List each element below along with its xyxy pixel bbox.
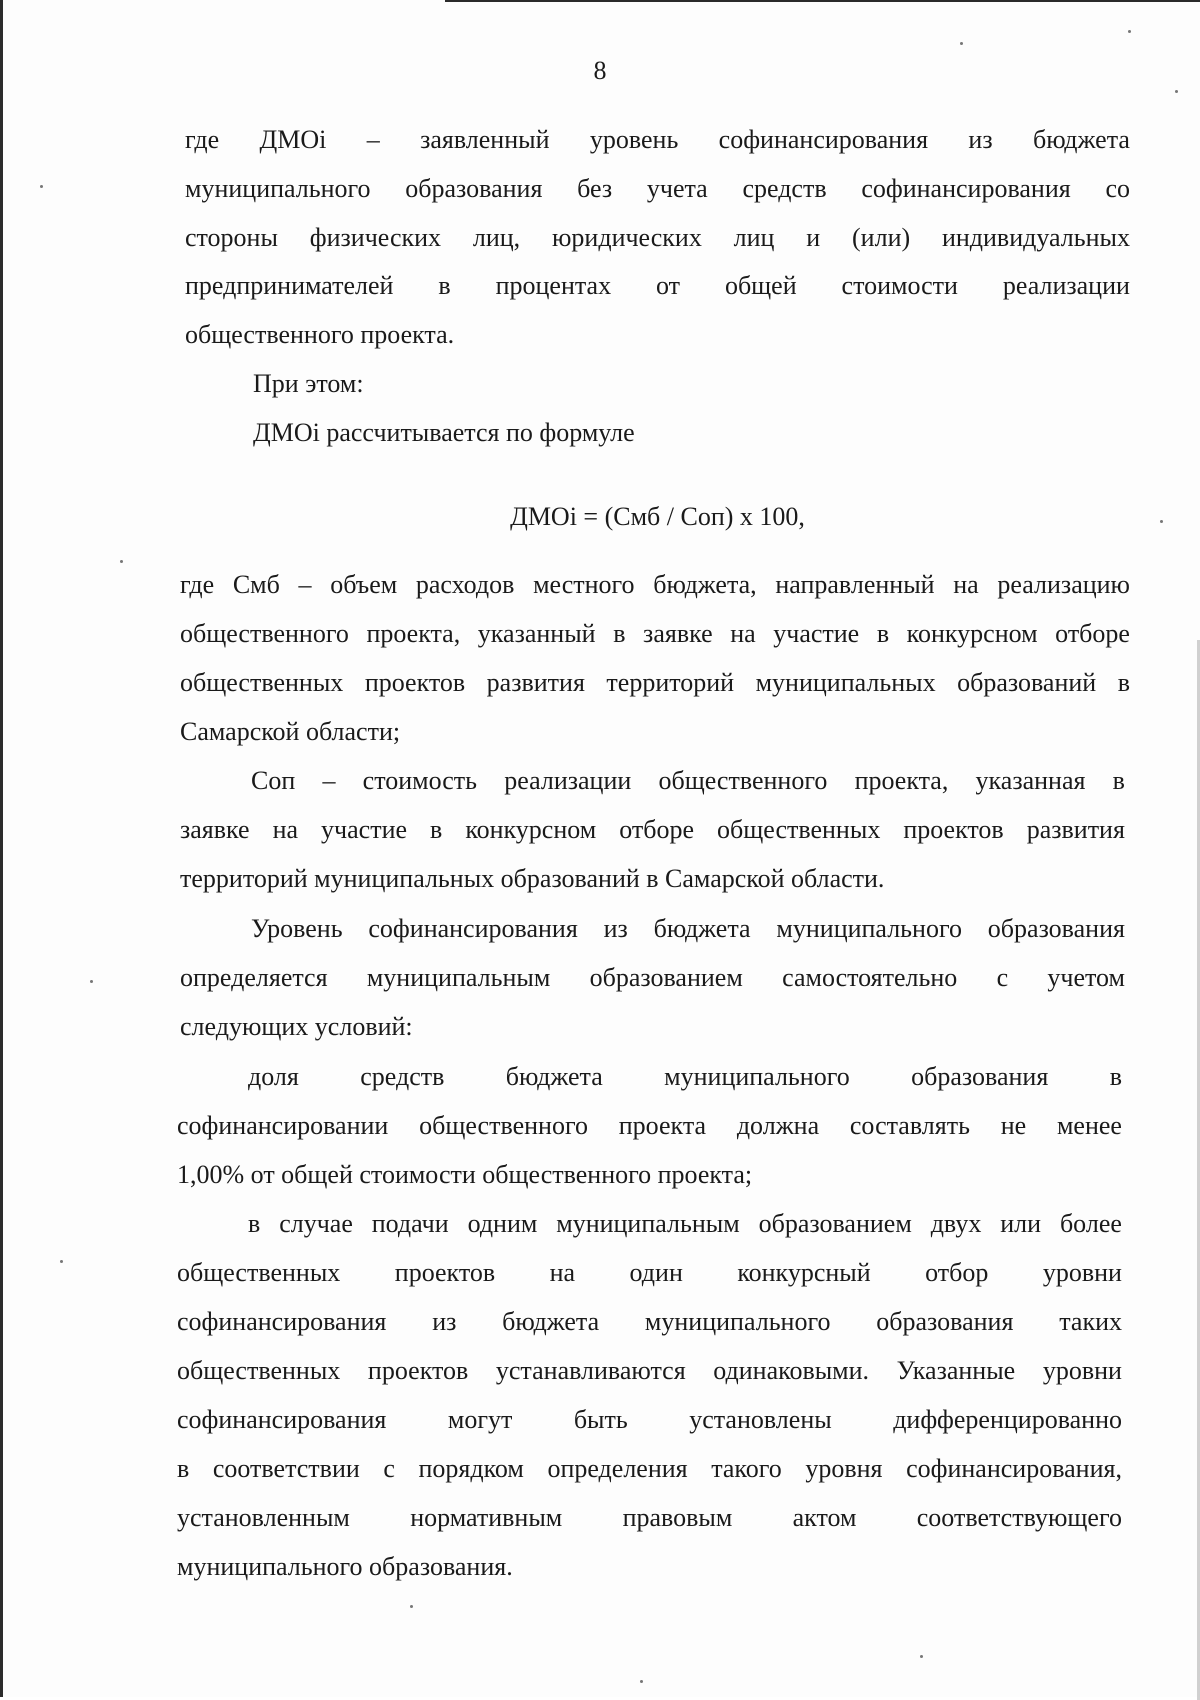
word: участие bbox=[321, 815, 408, 844]
word: расходов bbox=[415, 570, 515, 599]
word: одинаковыми. bbox=[713, 1356, 870, 1385]
word: менее bbox=[1056, 1111, 1122, 1140]
word: доля bbox=[248, 1062, 299, 1091]
word: в bbox=[876, 619, 890, 648]
word: в bbox=[248, 1209, 261, 1238]
word: где bbox=[185, 125, 220, 154]
word: отборе bbox=[619, 815, 695, 844]
word: стороны bbox=[185, 223, 278, 252]
word: реализацию bbox=[997, 570, 1130, 599]
word: должна bbox=[736, 1111, 820, 1140]
word: на bbox=[549, 1258, 576, 1287]
word: актом bbox=[792, 1503, 857, 1532]
dmo-intro-text: ДМОi рассчитывается по формуле bbox=[253, 418, 635, 447]
word: бюджета bbox=[653, 914, 751, 943]
word: бюджета bbox=[1032, 125, 1130, 154]
word: проекта bbox=[618, 1111, 707, 1140]
word: в bbox=[177, 1454, 190, 1483]
word: установлены bbox=[689, 1405, 832, 1434]
word: софинансирования bbox=[368, 914, 578, 943]
level-line1 bbox=[251, 914, 1125, 944]
para1-line5: общественного проекта. bbox=[185, 320, 455, 349]
pri-etom-text: При этом: bbox=[253, 369, 364, 398]
word: софинансирования bbox=[177, 1405, 387, 1434]
word: заявке bbox=[643, 619, 713, 648]
share-line1 bbox=[248, 1062, 1122, 1092]
word: проектов bbox=[903, 815, 1004, 844]
word: один bbox=[629, 1258, 683, 1287]
sop-line1 bbox=[251, 766, 1125, 796]
word: развития bbox=[486, 668, 585, 697]
word: муниципального bbox=[644, 1307, 831, 1336]
word: реализации bbox=[504, 766, 632, 795]
para1-line3 bbox=[185, 223, 1130, 253]
word: определения bbox=[547, 1454, 688, 1483]
word: дифференцированно bbox=[893, 1405, 1122, 1434]
scan-speck bbox=[410, 1605, 413, 1608]
word: учетом bbox=[1047, 963, 1125, 992]
sop-line2 bbox=[180, 815, 1125, 845]
case-line4 bbox=[177, 1356, 1122, 1386]
word: и bbox=[806, 223, 821, 252]
word: общественных bbox=[717, 815, 881, 844]
word: – bbox=[298, 570, 312, 599]
word: общественного bbox=[180, 619, 349, 648]
word: порядком bbox=[418, 1454, 524, 1483]
word: заявке bbox=[180, 815, 250, 844]
word: муниципальных bbox=[755, 668, 936, 697]
word: муниципальным bbox=[366, 963, 551, 992]
word: отборе bbox=[1055, 619, 1130, 648]
word: проекта, bbox=[854, 766, 949, 795]
para1-line2 bbox=[185, 174, 1130, 204]
word: муниципального bbox=[776, 914, 962, 943]
word: в bbox=[1117, 668, 1130, 697]
word: учета bbox=[646, 174, 708, 203]
word: заявленный bbox=[420, 125, 550, 154]
word: быть bbox=[573, 1405, 628, 1434]
word: бюджета bbox=[505, 1062, 603, 1091]
word: соответствующего bbox=[916, 1503, 1122, 1532]
word: образований bbox=[957, 668, 1097, 697]
word: в bbox=[430, 815, 443, 844]
word: софинансирования bbox=[861, 174, 1071, 203]
word: софинансирования, bbox=[906, 1454, 1122, 1483]
word: бюджета bbox=[502, 1307, 600, 1336]
word: конкурсном bbox=[906, 619, 1038, 648]
word: более bbox=[1059, 1209, 1122, 1238]
level-line2 bbox=[180, 963, 1125, 993]
scan-speck bbox=[640, 1680, 643, 1683]
word: ДМОi bbox=[259, 125, 327, 154]
word: муниципальным bbox=[556, 1209, 740, 1238]
word: образования bbox=[876, 1307, 1014, 1336]
word: объем bbox=[330, 570, 398, 599]
word: нормативным bbox=[410, 1503, 563, 1532]
word: в bbox=[1109, 1062, 1122, 1091]
word: такого bbox=[711, 1454, 782, 1483]
scan-top-edge bbox=[445, 0, 1200, 2]
smb-line3 bbox=[180, 668, 1130, 698]
word: устанавливаются bbox=[495, 1356, 686, 1385]
word: физических bbox=[309, 223, 442, 252]
word: общественных bbox=[180, 668, 344, 697]
word: участие bbox=[773, 619, 860, 648]
word: определяется bbox=[180, 963, 328, 992]
word: стоимости bbox=[841, 271, 958, 300]
level-line3: следующих условий: bbox=[180, 1012, 413, 1041]
word: лиц, bbox=[472, 223, 521, 252]
word: с bbox=[383, 1454, 395, 1483]
word: самостоятельно bbox=[782, 963, 958, 992]
scan-speck bbox=[60, 1260, 63, 1263]
share-line2 bbox=[177, 1111, 1122, 1141]
word: местного bbox=[533, 570, 635, 599]
word: территорий bbox=[606, 668, 735, 697]
word: из bbox=[968, 125, 993, 154]
scan-speck bbox=[1175, 90, 1178, 93]
case-line2 bbox=[177, 1258, 1122, 1288]
word: муниципального bbox=[185, 174, 371, 203]
word: уровни bbox=[1042, 1258, 1122, 1287]
word: проектов bbox=[364, 668, 466, 697]
word: развития bbox=[1026, 815, 1125, 844]
word: конкурсный bbox=[737, 1258, 871, 1287]
share-line3: 1,00% от общей стоимости общественного проекта; bbox=[177, 1160, 753, 1189]
word: стоимость bbox=[362, 766, 478, 795]
para1-line1 bbox=[185, 125, 1130, 155]
case-line1 bbox=[248, 1209, 1122, 1239]
word: уровни bbox=[1042, 1356, 1122, 1385]
word: из bbox=[432, 1307, 457, 1336]
word: Указанные bbox=[896, 1356, 1016, 1385]
word: общественных bbox=[177, 1356, 341, 1385]
word: в bbox=[613, 619, 626, 648]
word: общественного bbox=[658, 766, 828, 795]
word: юридических bbox=[552, 223, 702, 252]
word: не bbox=[1000, 1111, 1027, 1140]
word: софинансирования bbox=[177, 1307, 387, 1336]
para1-line4 bbox=[185, 271, 1130, 301]
word: на bbox=[272, 815, 299, 844]
page-number: 8 bbox=[593, 56, 607, 85]
word: предпринимателей bbox=[185, 271, 394, 300]
word: без bbox=[577, 174, 613, 203]
word: в bbox=[438, 271, 451, 300]
smb-line1 bbox=[180, 570, 1130, 600]
scan-speck bbox=[90, 980, 93, 983]
word: указанный bbox=[477, 619, 596, 648]
word: муниципального bbox=[664, 1062, 850, 1091]
word: случае bbox=[279, 1209, 353, 1238]
word: процентах bbox=[495, 271, 612, 300]
word: проектов bbox=[367, 1356, 469, 1385]
word: на bbox=[730, 619, 756, 648]
word: средств bbox=[742, 174, 827, 203]
word: установленным bbox=[177, 1503, 350, 1532]
word: индивидуальных bbox=[941, 223, 1130, 252]
word: составлять bbox=[849, 1111, 970, 1140]
word: софинансирования bbox=[718, 125, 929, 154]
word: отбор bbox=[925, 1258, 989, 1287]
word: лиц bbox=[733, 223, 775, 252]
word: бюджета, bbox=[653, 570, 757, 599]
word: образованием bbox=[589, 963, 743, 992]
word: Соп bbox=[251, 766, 296, 795]
word: (или) bbox=[852, 223, 911, 252]
word: софинансировании bbox=[177, 1111, 389, 1140]
sop-line3: территорий муниципальных образований в Самарской области. bbox=[180, 864, 885, 893]
word: конкурсном bbox=[465, 815, 597, 844]
word: где bbox=[180, 570, 215, 599]
word: подачи bbox=[371, 1209, 449, 1238]
word: направленный bbox=[775, 570, 935, 599]
word: с bbox=[996, 963, 1009, 992]
word: соответствии bbox=[212, 1454, 360, 1483]
smb-line4: Самарской области; bbox=[180, 717, 401, 746]
scan-speck bbox=[40, 185, 43, 188]
case-line3 bbox=[177, 1307, 1122, 1337]
case-line8: муниципального образования. bbox=[177, 1552, 513, 1581]
case-line7 bbox=[177, 1503, 1122, 1533]
scan-speck bbox=[120, 560, 123, 563]
word: указанная bbox=[975, 766, 1086, 795]
word: общественного bbox=[419, 1111, 588, 1140]
word: – bbox=[366, 125, 380, 154]
case-line5 bbox=[177, 1405, 1122, 1435]
word: образованием bbox=[758, 1209, 912, 1238]
scan-speck bbox=[960, 42, 963, 45]
word: проектов bbox=[394, 1258, 496, 1287]
word: в bbox=[1112, 766, 1125, 795]
scan-speck bbox=[1128, 30, 1131, 33]
word: средств bbox=[360, 1062, 445, 1091]
word: реализации bbox=[1002, 271, 1130, 300]
word: общественных bbox=[177, 1258, 341, 1287]
word: общей bbox=[724, 271, 797, 300]
smb-line2 bbox=[180, 619, 1130, 649]
word: Уровень bbox=[251, 914, 343, 943]
word: уровня bbox=[805, 1454, 883, 1483]
word: одним bbox=[467, 1209, 538, 1238]
word: со bbox=[1105, 174, 1130, 203]
word: правовым bbox=[622, 1503, 733, 1532]
word: проекта, bbox=[366, 619, 461, 648]
word: таких bbox=[1059, 1307, 1122, 1336]
scan-speck bbox=[1160, 520, 1163, 523]
word: образования bbox=[987, 914, 1125, 943]
scan-speck bbox=[920, 1655, 923, 1658]
word: могут bbox=[447, 1405, 513, 1434]
word: или bbox=[1000, 1209, 1042, 1238]
scan-left-edge bbox=[0, 0, 3, 1697]
word: из bbox=[603, 914, 628, 943]
case-line6 bbox=[177, 1454, 1122, 1484]
word: – bbox=[322, 766, 336, 795]
formula: ДМОi = (Смб / Соп) х 100, bbox=[510, 502, 805, 531]
word: уровень bbox=[589, 125, 679, 154]
word: на bbox=[953, 570, 979, 599]
word: образования bbox=[405, 174, 543, 203]
word: образования bbox=[911, 1062, 1049, 1091]
word: от bbox=[656, 271, 681, 300]
word: двух bbox=[930, 1209, 982, 1238]
word: Смб bbox=[232, 570, 280, 599]
